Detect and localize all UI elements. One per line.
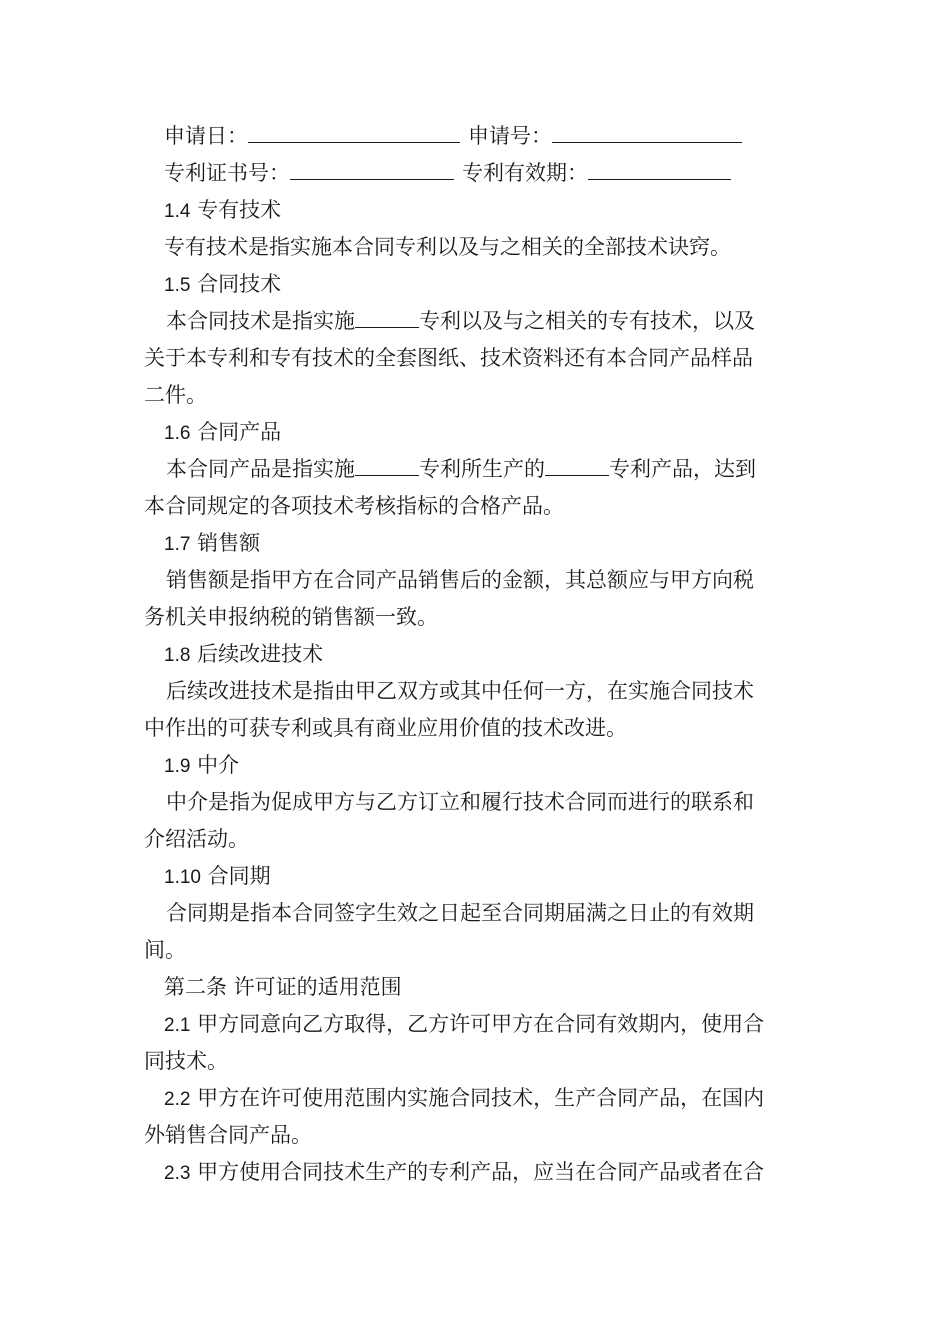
section-heading-1-6 (144, 414, 808, 451)
section-title: 中介 (197, 753, 240, 777)
section-title: 合同技术 (197, 272, 282, 296)
section-number: 1.5 (164, 275, 191, 296)
certificate-number-label: 专利证书号： (164, 161, 290, 185)
section-body-1-10-line-1: 合同期是指本合同签字生效之日起至合同期届满之日止的有效期 (166, 901, 754, 925)
section-number: 1.6 (164, 423, 191, 444)
clause-number: 2.3 (164, 1163, 191, 1184)
validity-label: 专利有效期： (462, 161, 588, 185)
body-text: 专利所生产的 (419, 457, 545, 481)
section-body-1-6-line-2: 本合同规定的各项技术考核指标的合格产品。 (144, 494, 564, 518)
patent-name-blank[interactable] (355, 456, 419, 476)
section-body-1-7-line-1: 销售额是指甲方在合同产品销售后的金额，其总额应与甲方向税 (166, 568, 754, 592)
section-heading-1-7 (144, 525, 808, 562)
body-text: 专利产品，达到 (609, 457, 756, 481)
section-body-1-8-line-1: 后续改进技术是指由甲乙双方或其中任何一方，在实施合同技术 (166, 679, 754, 703)
section-body-1-4: 专有技术是指实施本合同专利以及与之相关的全部技术诀窍。 (164, 235, 731, 259)
section-title: 专有技术 (197, 198, 282, 222)
section-title: 合同期 (207, 864, 271, 888)
clause-2-2-line-1 (144, 1080, 808, 1117)
clause-2-1-line-2: 同技术。 (144, 1049, 228, 1073)
application-number-label: 申请号： (468, 124, 552, 148)
section-body-1-8-line-2: 中作出的可获专利或具有商业应用价值的技术改进。 (144, 716, 627, 740)
patent-name-blank[interactable] (355, 308, 419, 328)
section-title: 合同产品 (197, 420, 282, 444)
article-2-title: 第二条 许可证的适用范围 (164, 975, 402, 999)
clause-2-2-line-2: 外销售合同产品。 (144, 1123, 312, 1147)
section-body-1-5-line-2: 关于本专利和专有技术的全套图纸、技术资料还有本合同产品样品 (144, 346, 753, 370)
application-date-label: 申请日： (164, 124, 248, 148)
section-body-1-9-line-1: 中介是指为促成甲方与乙方订立和履行技术合同而进行的联系和 (166, 790, 754, 814)
section-body-1-7-line-2: 务机关申报纳税的销售额一致。 (144, 605, 438, 629)
section-heading-1-8 (144, 636, 808, 673)
section-body-1-5-line-1 (144, 303, 808, 340)
body-text: 本合同产品是指实施 (166, 457, 355, 481)
clause-text: 甲方在许可使用范围内实施合同技术，生产合同产品，在国内 (197, 1086, 765, 1110)
document-page (144, 118, 808, 1191)
body-text: 专利以及与之相关的专有技术，以及 (419, 309, 755, 333)
clause-2-1-line-1 (144, 1006, 808, 1043)
clause-text: 甲方同意向乙方取得，乙方许可甲方在合同有效期内，使用合 (197, 1012, 765, 1036)
validity-blank[interactable] (588, 160, 731, 180)
application-number-blank[interactable] (552, 123, 742, 143)
certificate-number-blank[interactable] (290, 160, 454, 180)
section-body-1-5-line-3: 二件。 (144, 383, 207, 407)
clause-text: 甲方使用合同技术生产的专利产品，应当在合同产品或者在合 (197, 1160, 765, 1184)
section-heading-1-10 (144, 858, 808, 895)
section-body-1-10-line-2: 间。 (144, 938, 186, 962)
application-date-blank[interactable] (248, 123, 460, 143)
section-number: 1.9 (164, 756, 191, 777)
certificate-row (144, 155, 808, 192)
clause-number: 2.1 (164, 1015, 191, 1036)
section-heading-1-4 (144, 192, 808, 229)
application-row (144, 118, 808, 155)
section-number: 1.4 (164, 201, 191, 222)
section-number: 1.7 (164, 534, 191, 555)
body-text: 本合同技术是指实施 (166, 309, 355, 333)
patent-product-blank[interactable] (545, 456, 609, 476)
clause-2-3-line-1 (144, 1154, 808, 1191)
section-number: 1.10 (164, 867, 201, 888)
section-number: 1.8 (164, 645, 191, 666)
section-heading-1-9 (144, 747, 808, 784)
clause-number: 2.2 (164, 1089, 191, 1110)
section-title: 销售额 (197, 531, 261, 555)
section-body-1-6-line-1 (144, 451, 808, 488)
section-body-1-9-line-2: 介绍活动。 (144, 827, 249, 851)
section-heading-1-5 (144, 266, 808, 303)
section-title: 后续改进技术 (197, 642, 324, 666)
